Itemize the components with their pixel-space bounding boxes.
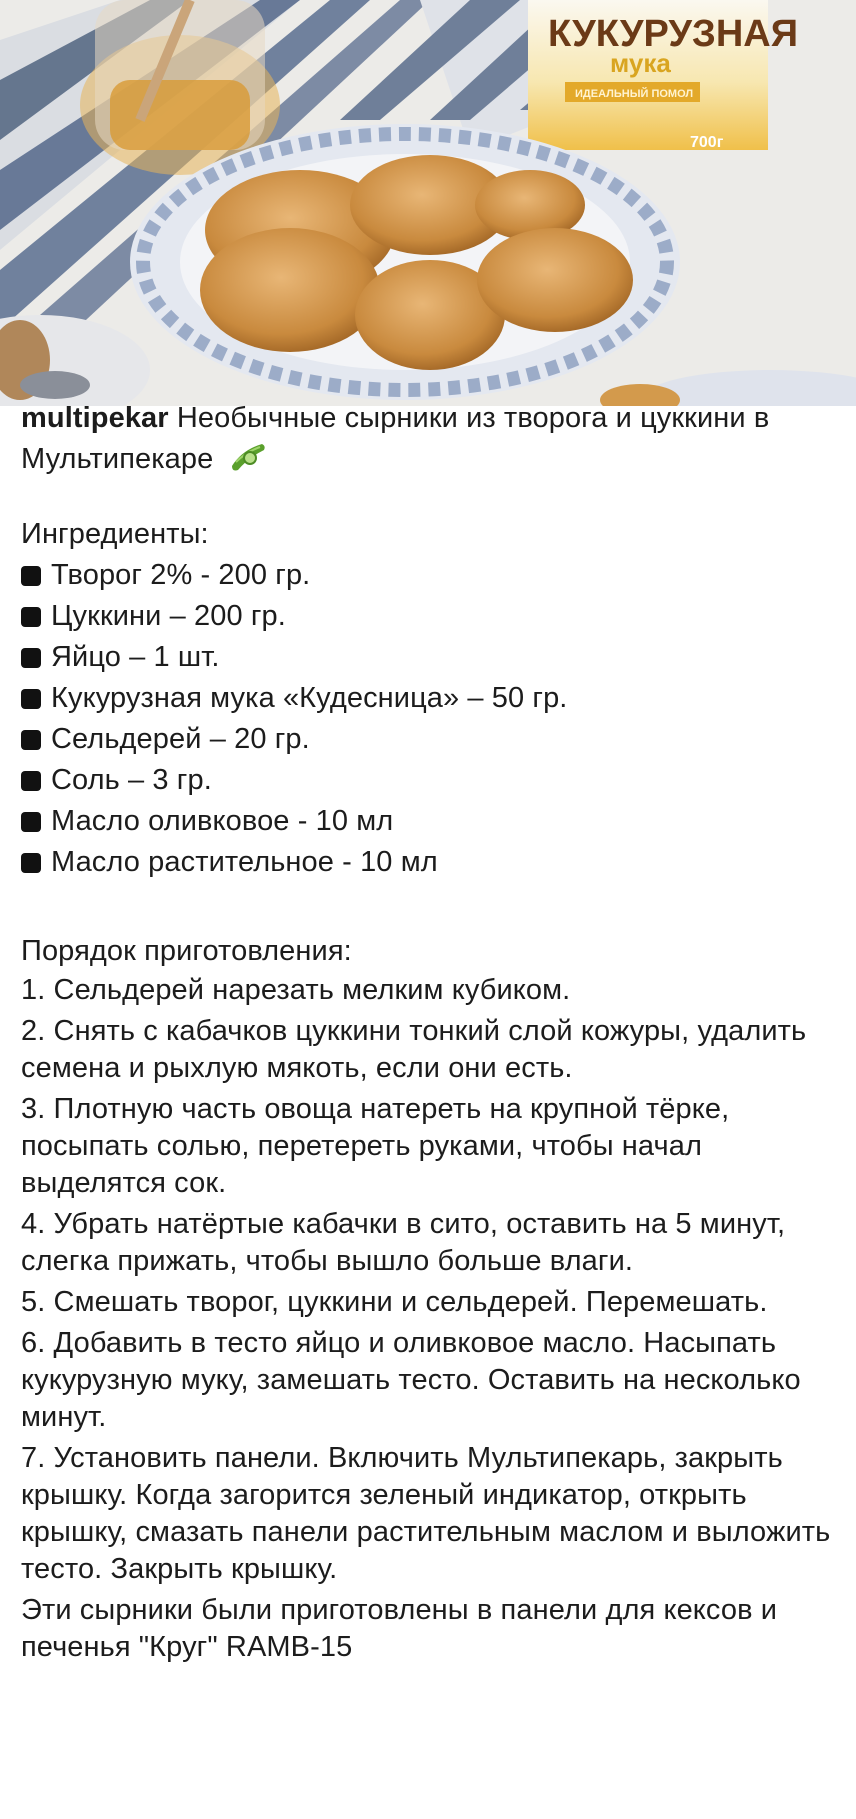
method-step: 3. Плотную часть овоща натереть на крупной тёрке, посыпать солью, перетереть руками, чтобы начал выделятся сок. <box>21 1093 730 1199</box>
bullet-square-icon <box>21 771 41 791</box>
ingredient-item: Масло оливковое - 10 мл <box>21 801 841 842</box>
method-steps <box>21 972 841 1666</box>
method-step: 1. Сельдерей нарезать мелким кубиком. <box>21 974 571 1006</box>
ingredient-item: Масло растительное - 10 мл <box>21 842 841 883</box>
post-title-text: Необычные сырники из творога и цуккини в Мультипекаре <box>21 402 770 475</box>
method-step: 4. Убрать натёртые кабачки в сито, оставить на 5 минут, слегка прижать, чтобы вышло больше влаги. <box>21 1208 786 1277</box>
ingredient-item: Кукурузная мука «Кудесница» – 50 гр. <box>21 678 841 719</box>
method-step: 5. Смешать творог, цуккини и сельдерей. Перемешать. <box>21 1286 768 1318</box>
package-brand: КУКУРУЗНАЯ <box>548 13 799 55</box>
method-heading: Порядок приготовления: <box>21 935 352 967</box>
cheesecakes-photo <box>0 0 856 406</box>
ingredients-list <box>21 555 841 883</box>
method-step: 2. Снять с кабачков цуккини тонкий слой кожуры, удалить семена и рыхлую мякоть, если они есть. <box>21 1015 807 1084</box>
method-step: 6. Добавить в тесто яйцо и оливковое масло. Насыпать кукурузную муку, замешать тесто. Оставить на несколько минут. <box>21 1327 801 1433</box>
post-title <box>21 398 841 480</box>
ingredient-item: Сельдерей – 20 гр. <box>21 719 841 760</box>
method-step: 7. Установить панели. Включить Мультипекарь, закрыть крышку. Когда загорится зеленый индикатор, открыть крышку, смазать панели растительным маслом и выложить тесто. Закрыть крышку. <box>21 1442 831 1585</box>
package-weight: 700г <box>690 134 724 151</box>
bullet-square-icon <box>21 607 41 627</box>
ingredient-item: Соль – 3 гр. <box>21 760 841 801</box>
bullet-square-icon <box>21 812 41 832</box>
bullet-square-icon <box>21 730 41 750</box>
bullet-square-icon <box>21 689 41 709</box>
bullet-square-icon <box>21 566 41 586</box>
method-footer: Эти сырники были приготовлены в панели для кексов и печенья "Круг" RAMB-15 <box>21 1594 778 1663</box>
bullet-square-icon <box>21 853 41 873</box>
ingredient-item: Творог 2% - 200 гр. <box>21 555 841 596</box>
package-tag: ИДЕАЛЬНЫЙ ПОМОЛ <box>575 88 694 100</box>
username-link[interactable]: multipekar <box>21 402 169 434</box>
post-caption <box>21 398 841 1670</box>
ingredient-item: Цуккини – 200 гр. <box>21 596 841 637</box>
recipe-photo[interactable] <box>0 0 856 406</box>
cucumber-icon <box>228 440 268 472</box>
ingredients-heading: Ингредиенты: <box>21 518 209 550</box>
package-subtitle: мука <box>610 48 671 78</box>
bullet-square-icon <box>21 648 41 668</box>
ingredient-item: Яйцо – 1 шт. <box>21 637 841 678</box>
